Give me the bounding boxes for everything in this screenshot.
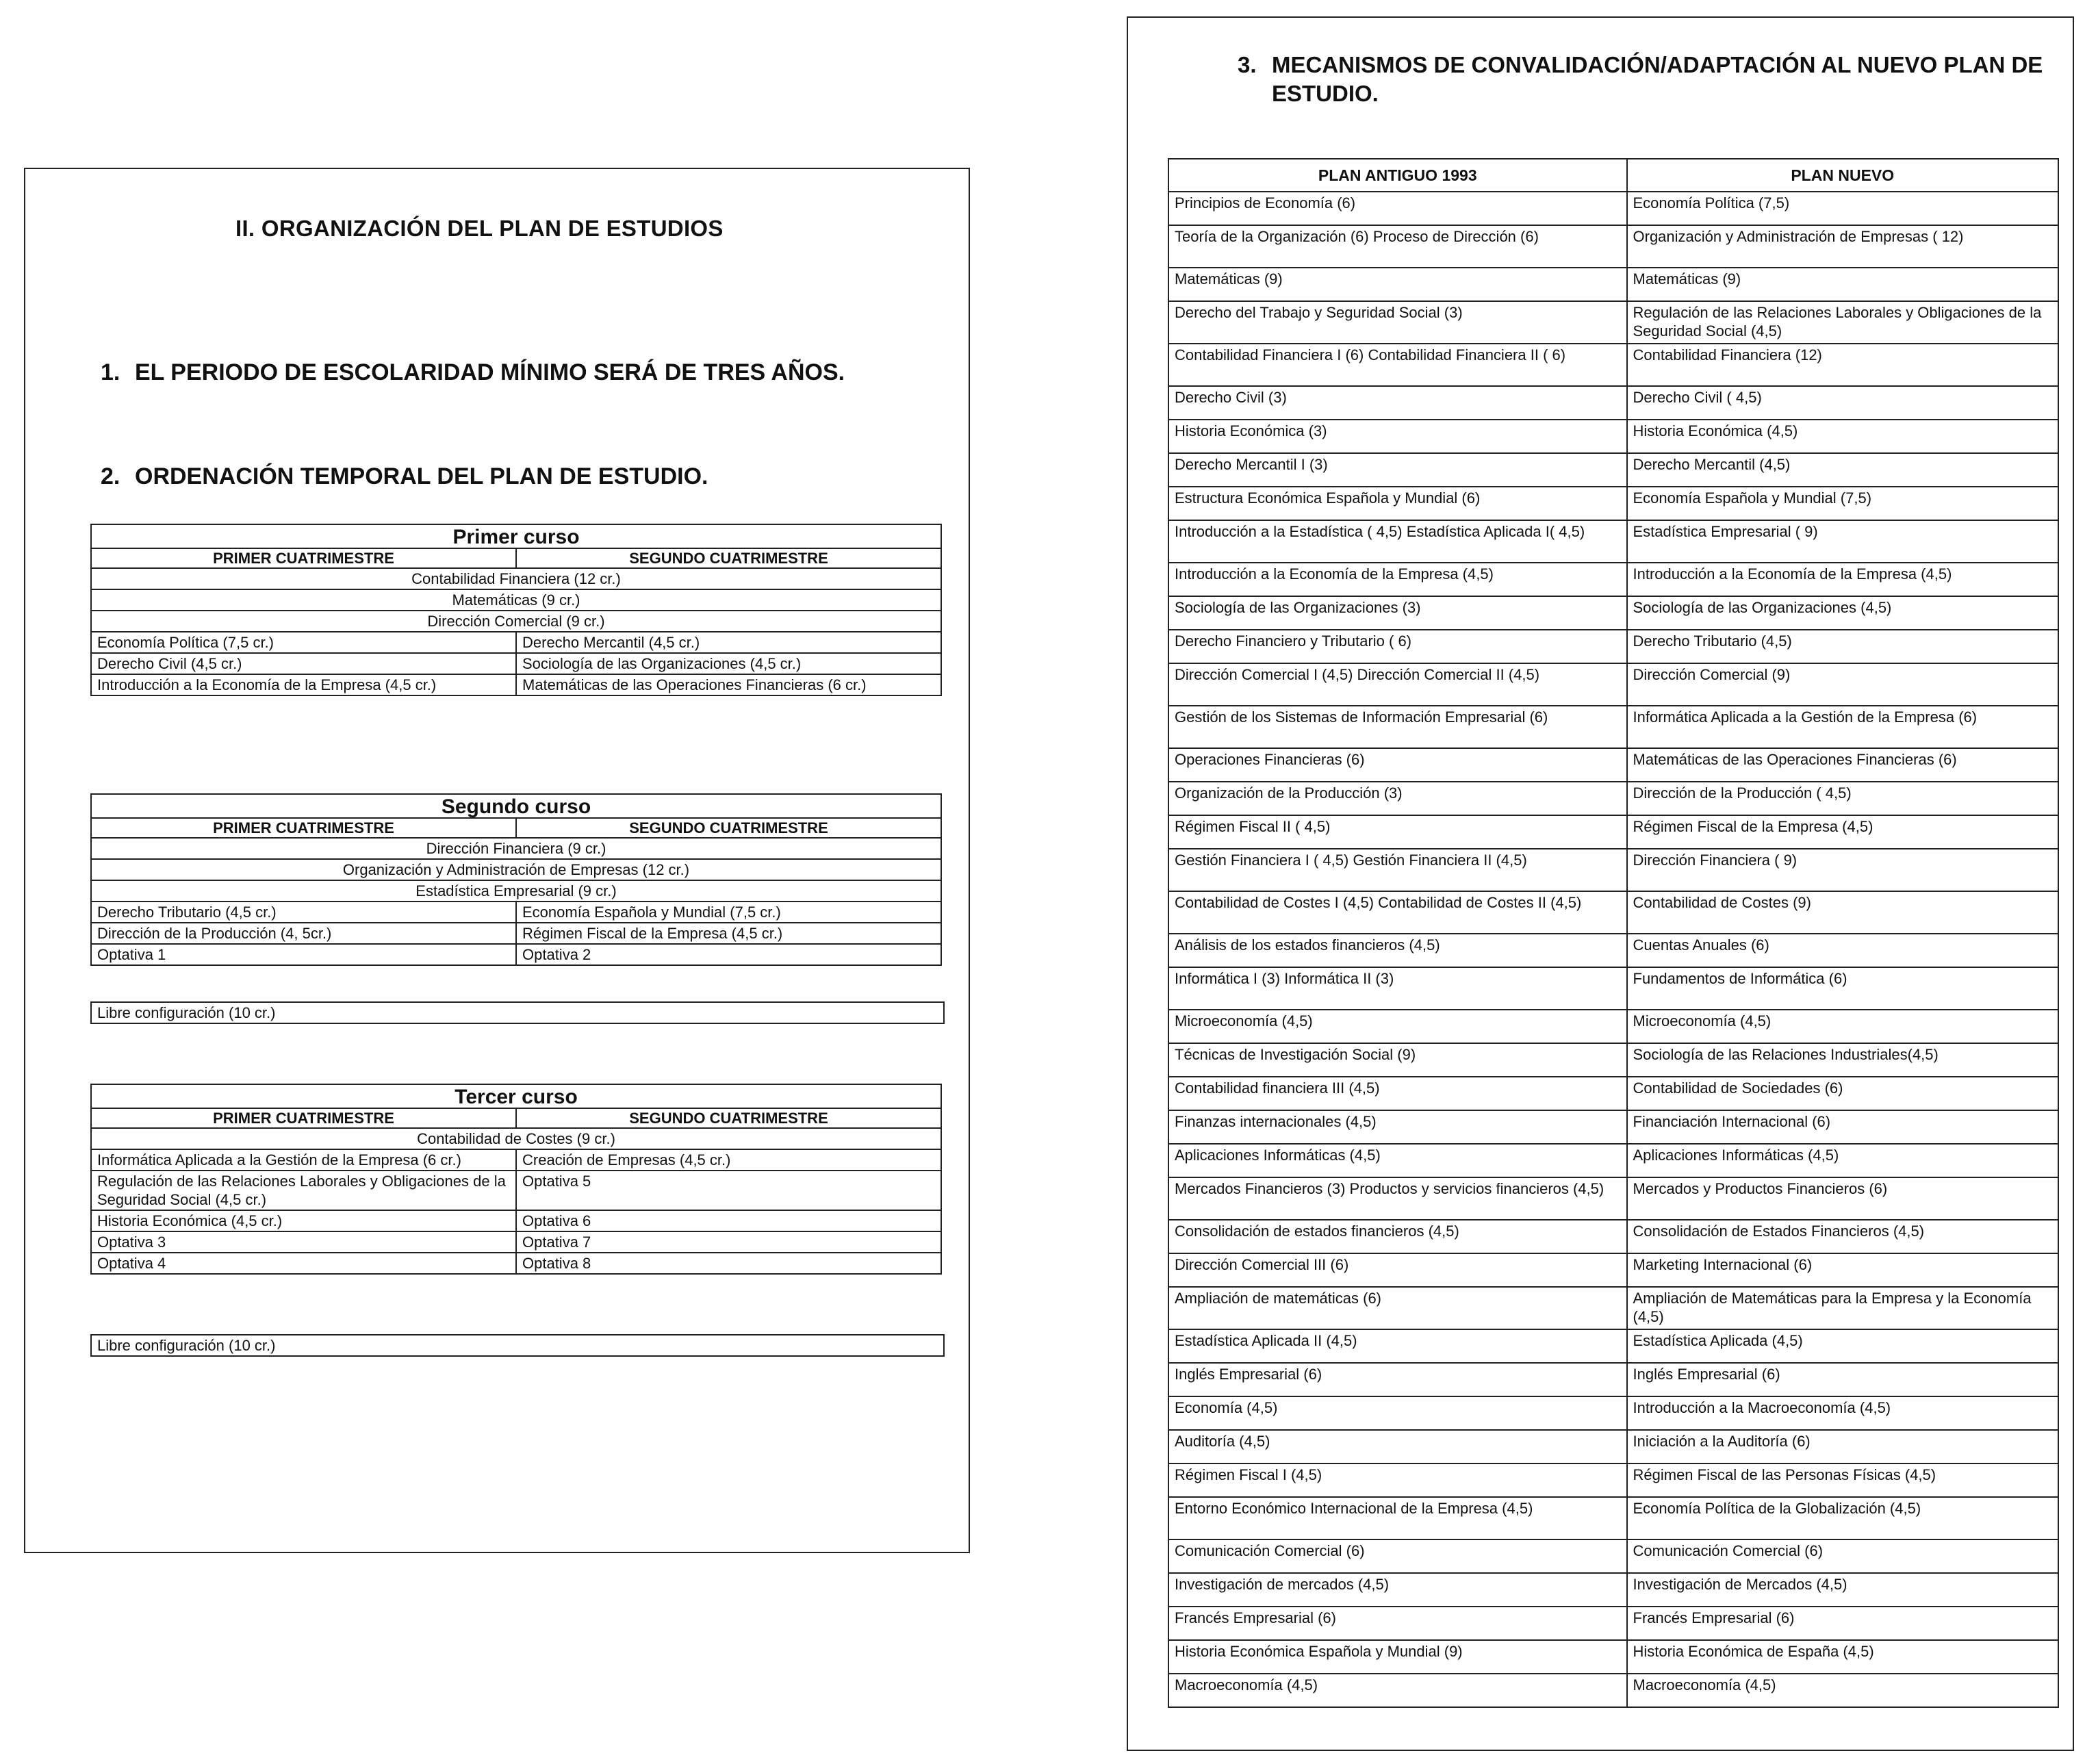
plan-antiguo-cell: Estructura Económica Española y Mundial (6) (1168, 487, 1627, 520)
convalidation-row (1168, 967, 2058, 1010)
plan-nuevo-cell: Regulación de las Relaciones Laborales y Obligaciones de la Seguridad Social (4,5) (1627, 301, 2059, 344)
plan-antiguo-cell: Régimen Fiscal II ( 4,5) (1168, 815, 1627, 849)
annual-subject: Contabilidad Financiera (12 cr.) (91, 568, 941, 589)
plan-antiguo-cell: Derecho del Trabajo y Seguridad Social (3) (1168, 301, 1627, 344)
plan-antiguo-header: PLAN ANTIGUO 1993 (1168, 159, 1627, 192)
subject-cell: Derecho Tributario (4,5 cr.) (91, 902, 516, 923)
segundo-curso-libre-configuracion: Libre configuración (10 cr.) (90, 1001, 945, 1024)
tercer-curso-table (90, 1084, 942, 1275)
plan-antiguo-cell: Sociología de las Organizaciones (3) (1168, 596, 1627, 630)
subject-cell: Regulación de las Relaciones Laborales y Obligaciones de la Seguridad Social (4,5 cr.) (91, 1171, 516, 1210)
convalidation-row (1168, 934, 2058, 967)
plan-nuevo-cell: Consolidación de Estados Financieros (4,5) (1627, 1220, 2059, 1253)
plan-antiguo-cell: Comunicación Comercial (6) (1168, 1539, 1627, 1573)
subject-cell: Optativa 7 (516, 1231, 941, 1253)
plan-antiguo-cell: Auditoría (4,5) (1168, 1430, 1627, 1463)
plan-antiguo-cell: Operaciones Financieras (6) (1168, 748, 1627, 782)
plan-nuevo-cell: Comunicación Comercial (6) (1627, 1539, 2059, 1573)
annual-subject: Dirección Financiera (9 cr.) (91, 838, 941, 859)
convalidation-row (1168, 1177, 2058, 1220)
subject-cell: Optativa 5 (516, 1171, 941, 1210)
subject-cell: Optativa 1 (91, 944, 516, 965)
convalidation-row (1168, 596, 2058, 630)
plan-antiguo-cell: Técnicas de Investigación Social (9) (1168, 1043, 1627, 1077)
convalidation-row (1168, 1329, 2058, 1363)
plan-antiguo-cell: Informática I (3) Informática II (3) (1168, 967, 1627, 1010)
subject-cell: Optativa 4 (91, 1253, 516, 1274)
subject-cell: Historia Económica (4,5 cr.) (91, 1210, 516, 1231)
plan-antiguo-cell: Matemáticas (9) (1168, 268, 1627, 301)
plan-nuevo-cell: Contabilidad de Costes (9) (1627, 891, 2059, 934)
convalidation-row (1168, 1497, 2058, 1539)
plan-nuevo-cell: Contabilidad de Sociedades (6) (1627, 1077, 2059, 1110)
plan-antiguo-cell: Principios de Economía (6) (1168, 192, 1627, 225)
convalidation-row (1168, 1144, 2058, 1177)
plan-nuevo-cell: Contabilidad Financiera (12) (1627, 344, 2059, 386)
plan-nuevo-cell: Introducción a la Economía de la Empresa (4,5) (1627, 563, 2059, 596)
plan-nuevo-cell: Dirección Financiera ( 9) (1627, 849, 2059, 891)
convalidation-row (1168, 301, 2058, 344)
subject-cell: Régimen Fiscal de la Empresa (4,5 cr.) (516, 923, 941, 944)
convalidation-row (1168, 1539, 2058, 1573)
plan-nuevo-cell: Inglés Empresarial (6) (1627, 1363, 2059, 1396)
plan-antiguo-cell: Historia Económica (3) (1168, 420, 1627, 453)
plan-antiguo-cell: Estadística Aplicada II (4,5) (1168, 1329, 1627, 1363)
primer-curso-table (90, 524, 942, 696)
plan-antiguo-cell: Historia Económica Española y Mundial (9) (1168, 1640, 1627, 1674)
plan-nuevo-header: PLAN NUEVO (1627, 159, 2059, 192)
primer-curso-col1-header: PRIMER CUATRIMESTRE (91, 548, 516, 568)
subject-cell: Creación de Empresas (4,5 cr.) (516, 1149, 941, 1171)
plan-nuevo-cell: Cuentas Anuales (6) (1627, 934, 2059, 967)
plan-nuevo-cell: Matemáticas (9) (1627, 268, 2059, 301)
plan-nuevo-cell: Marketing Internacional (6) (1627, 1253, 2059, 1287)
plan-antiguo-cell: Aplicaciones Informáticas (4,5) (1168, 1144, 1627, 1177)
plan-antiguo-cell: Teoría de la Organización (6) Proceso de Dirección (6) (1168, 225, 1627, 268)
plan-nuevo-cell: Dirección de la Producción ( 4,5) (1627, 782, 2059, 815)
plan-nuevo-cell: Historia Económica de España (4,5) (1627, 1640, 2059, 1674)
plan-nuevo-cell: Estadística Aplicada (4,5) (1627, 1329, 2059, 1363)
left-page-title: II. ORGANIZACIÓN DEL PLAN DE ESTUDIOS (235, 216, 724, 241)
right-page (1127, 16, 2074, 1751)
plan-antiguo-cell: Régimen Fiscal I (4,5) (1168, 1463, 1627, 1497)
plan-nuevo-cell: Economía Política (7,5) (1627, 192, 2059, 225)
plan-antiguo-cell: Derecho Financiero y Tributario ( 6) (1168, 630, 1627, 663)
convalidation-row (1168, 1220, 2058, 1253)
section-3-number: 3. (1238, 52, 1257, 77)
plan-nuevo-cell: Aplicaciones Informáticas (4,5) (1627, 1144, 2059, 1177)
primer-curso-col2-header: SEGUNDO CUATRIMESTRE (516, 548, 941, 568)
annual-subject: Estadística Empresarial (9 cr.) (91, 880, 941, 902)
subject-cell: Matemáticas de las Operaciones Financieras (6 cr.) (516, 674, 941, 695)
subject-cell: Introducción a la Economía de la Empresa (4,5 cr.) (91, 674, 516, 695)
convalidation-row (1168, 1077, 2058, 1110)
annual-subject: Dirección Comercial (9 cr.) (91, 611, 941, 632)
plan-nuevo-cell: Sociología de las Relaciones Industriales(4,5) (1627, 1043, 2059, 1077)
convalidation-row (1168, 891, 2058, 934)
subject-cell: Optativa 3 (91, 1231, 516, 1253)
tercer-curso-col2-header: SEGUNDO CUATRIMESTRE (516, 1108, 941, 1128)
plan-nuevo-cell: Régimen Fiscal de la Empresa (4,5) (1627, 815, 2059, 849)
convalidation-row (1168, 1287, 2058, 1329)
primer-curso-title: Primer curso (91, 524, 941, 548)
plan-antiguo-cell: Microeconomía (4,5) (1168, 1010, 1627, 1043)
plan-antiguo-cell: Dirección Comercial III (6) (1168, 1253, 1627, 1287)
convalidation-row (1168, 630, 2058, 663)
section-2-number: 2. (101, 463, 120, 489)
plan-nuevo-cell: Microeconomía (4,5) (1627, 1010, 2059, 1043)
plan-antiguo-cell: Inglés Empresarial (6) (1168, 1363, 1627, 1396)
segundo-curso-col2-header: SEGUNDO CUATRIMESTRE (516, 818, 941, 838)
plan-antiguo-cell: Dirección Comercial I (4,5) Dirección Comercial II (4,5) (1168, 663, 1627, 706)
convalidation-row (1168, 1674, 2058, 1707)
convalidation-row (1168, 706, 2058, 748)
convalidation-row (1168, 1573, 2058, 1607)
plan-antiguo-cell: Gestión de los Sistemas de Información Empresarial (6) (1168, 706, 1627, 748)
plan-antiguo-cell: Análisis de los estados financieros (4,5) (1168, 934, 1627, 967)
subject-cell: Dirección de la Producción (4, 5cr.) (91, 923, 516, 944)
convalidation-row (1168, 815, 2058, 849)
subject-cell: Optativa 8 (516, 1253, 941, 1274)
plan-nuevo-cell: Informática Aplicada a la Gestión de la Empresa (6) (1627, 706, 2059, 748)
segundo-curso-col1-header: PRIMER CUATRIMESTRE (91, 818, 516, 838)
convalidation-row (1168, 268, 2058, 301)
convalidation-row (1168, 453, 2058, 487)
plan-antiguo-cell: Introducción a la Economía de la Empresa (4,5) (1168, 563, 1627, 596)
plan-nuevo-cell: Dirección Comercial (9) (1627, 663, 2059, 706)
convalidation-row (1168, 225, 2058, 268)
plan-nuevo-cell: Iniciación a la Auditoría (6) (1627, 1430, 2059, 1463)
plan-antiguo-cell: Organización de la Producción (3) (1168, 782, 1627, 815)
subject-cell: Derecho Mercantil (4,5 cr.) (516, 632, 941, 653)
plan-antiguo-cell: Macroeconomía (4,5) (1168, 1674, 1627, 1707)
convalidation-table (1168, 158, 2059, 1708)
plan-nuevo-cell: Introducción a la Macroeconomía (4,5) (1627, 1396, 2059, 1430)
plan-antiguo-cell: Contabilidad Financiera I (6) Contabilidad Financiera II ( 6) (1168, 344, 1627, 386)
convalidation-row (1168, 344, 2058, 386)
section-1-number: 1. (101, 359, 120, 385)
annual-subject: Matemáticas (9 cr.) (91, 589, 941, 611)
annual-subject: Organización y Administración de Empresas (12 cr.) (91, 859, 941, 880)
convalidation-row (1168, 386, 2058, 420)
plan-antiguo-cell: Derecho Mercantil I (3) (1168, 453, 1627, 487)
plan-antiguo-cell: Mercados Financieros (3) Productos y servicios financieros (4,5) (1168, 1177, 1627, 1220)
subject-cell: Economía Política (7,5 cr.) (91, 632, 516, 653)
plan-antiguo-cell: Francés Empresarial (6) (1168, 1607, 1627, 1640)
plan-nuevo-cell: Organización y Administración de Empresas ( 12) (1627, 225, 2059, 268)
plan-nuevo-cell: Derecho Mercantil (4,5) (1627, 453, 2059, 487)
subject-cell: Optativa 2 (516, 944, 941, 965)
convalidation-row (1168, 1010, 2058, 1043)
plan-nuevo-cell: Economía Española y Mundial (7,5) (1627, 487, 2059, 520)
plan-antiguo-cell: Consolidación de estados financieros (4,5) (1168, 1220, 1627, 1253)
plan-nuevo-cell: Régimen Fiscal de las Personas Físicas (4,5) (1627, 1463, 2059, 1497)
section-1-title: EL PERIODO DE ESCOLARIDAD MÍNIMO SERÁ DE TRES AÑOS. (135, 359, 845, 385)
tercer-curso-libre-configuracion: Libre configuración (10 cr.) (90, 1334, 945, 1357)
plan-nuevo-cell: Mercados y Productos Financieros (6) (1627, 1177, 2059, 1220)
subject-cell: Informática Aplicada a la Gestión de la Empresa (6 cr.) (91, 1149, 516, 1171)
plan-nuevo-cell: Economía Política de la Globalización (4,5) (1627, 1497, 2059, 1539)
plan-nuevo-cell: Estadística Empresarial ( 9) (1627, 520, 2059, 563)
plan-nuevo-cell: Sociología de las Organizaciones (4,5) (1627, 596, 2059, 630)
convalidation-row (1168, 663, 2058, 706)
convalidation-row (1168, 1430, 2058, 1463)
convalidation-row (1168, 1463, 2058, 1497)
plan-nuevo-cell: Financiación Internacional (6) (1627, 1110, 2059, 1144)
convalidation-row (1168, 748, 2058, 782)
plan-nuevo-cell: Ampliación de Matemáticas para la Empresa y la Economía (4,5) (1627, 1287, 2059, 1329)
plan-nuevo-cell: Macroeconomía (4,5) (1627, 1674, 2059, 1707)
section-2-title: ORDENACIÓN TEMPORAL DEL PLAN DE ESTUDIO. (135, 463, 708, 489)
convalidation-row (1168, 563, 2058, 596)
convalidation-row (1168, 487, 2058, 520)
plan-nuevo-cell: Historia Económica (4,5) (1627, 420, 2059, 453)
plan-nuevo-cell: Matemáticas de las Operaciones Financieras (6) (1627, 748, 2059, 782)
section-3-title: MECANISMOS DE CONVALIDACIÓN/ADAPTACIÓN AL NUEVO PLAN DE ESTUDIO. (1272, 52, 2043, 106)
subject-cell: Economía Española y Mundial (7,5 cr.) (516, 902, 941, 923)
convalidation-rows (1168, 192, 2058, 1707)
plan-antiguo-cell: Ampliación de matemáticas (6) (1168, 1287, 1627, 1329)
convalidation-row (1168, 1363, 2058, 1396)
plan-antiguo-cell: Contabilidad de Costes I (4,5) Contabilidad de Costes II (4,5) (1168, 891, 1627, 934)
tercer-curso-title: Tercer curso (91, 1084, 941, 1108)
convalidation-row (1168, 1396, 2058, 1430)
convalidation-row (1168, 1640, 2058, 1674)
plan-antiguo-cell: Contabilidad financiera III (4,5) (1168, 1077, 1627, 1110)
subject-cell: Sociología de las Organizaciones (4,5 cr.) (516, 653, 941, 674)
segundo-curso-title: Segundo curso (91, 794, 941, 818)
plan-antiguo-cell: Economía (4,5) (1168, 1396, 1627, 1430)
plan-nuevo-cell: Fundamentos de Informática (6) (1627, 967, 2059, 1010)
convalidation-row (1168, 1253, 2058, 1287)
annual-subject: Contabilidad de Costes (9 cr.) (91, 1128, 941, 1149)
plan-nuevo-cell: Francés Empresarial (6) (1627, 1607, 2059, 1640)
plan-antiguo-cell: Investigación de mercados (4,5) (1168, 1573, 1627, 1607)
subject-cell: Optativa 6 (516, 1210, 941, 1231)
plan-antiguo-cell: Derecho Civil (3) (1168, 386, 1627, 420)
convalidation-row (1168, 1110, 2058, 1144)
plan-antiguo-cell: Introducción a la Estadística ( 4,5) Estadística Aplicada I( 4,5) (1168, 520, 1627, 563)
convalidation-row (1168, 782, 2058, 815)
convalidation-row (1168, 192, 2058, 225)
plan-nuevo-cell: Derecho Tributario (4,5) (1627, 630, 2059, 663)
segundo-curso-table (90, 793, 942, 966)
convalidation-row (1168, 420, 2058, 453)
plan-antiguo-cell: Entorno Económico Internacional de la Empresa (4,5) (1168, 1497, 1627, 1539)
convalidation-row (1168, 1043, 2058, 1077)
subject-cell: Derecho Civil (4,5 cr.) (91, 653, 516, 674)
plan-antiguo-cell: Finanzas internacionales (4,5) (1168, 1110, 1627, 1144)
convalidation-row (1168, 520, 2058, 563)
convalidation-row (1168, 849, 2058, 891)
tercer-curso-col1-header: PRIMER CUATRIMESTRE (91, 1108, 516, 1128)
plan-nuevo-cell: Investigación de Mercados (4,5) (1627, 1573, 2059, 1607)
left-page (24, 168, 970, 1553)
plan-nuevo-cell: Derecho Civil ( 4,5) (1627, 386, 2059, 420)
plan-antiguo-cell: Gestión Financiera I ( 4,5) Gestión Financiera II (4,5) (1168, 849, 1627, 891)
convalidation-row (1168, 1607, 2058, 1640)
